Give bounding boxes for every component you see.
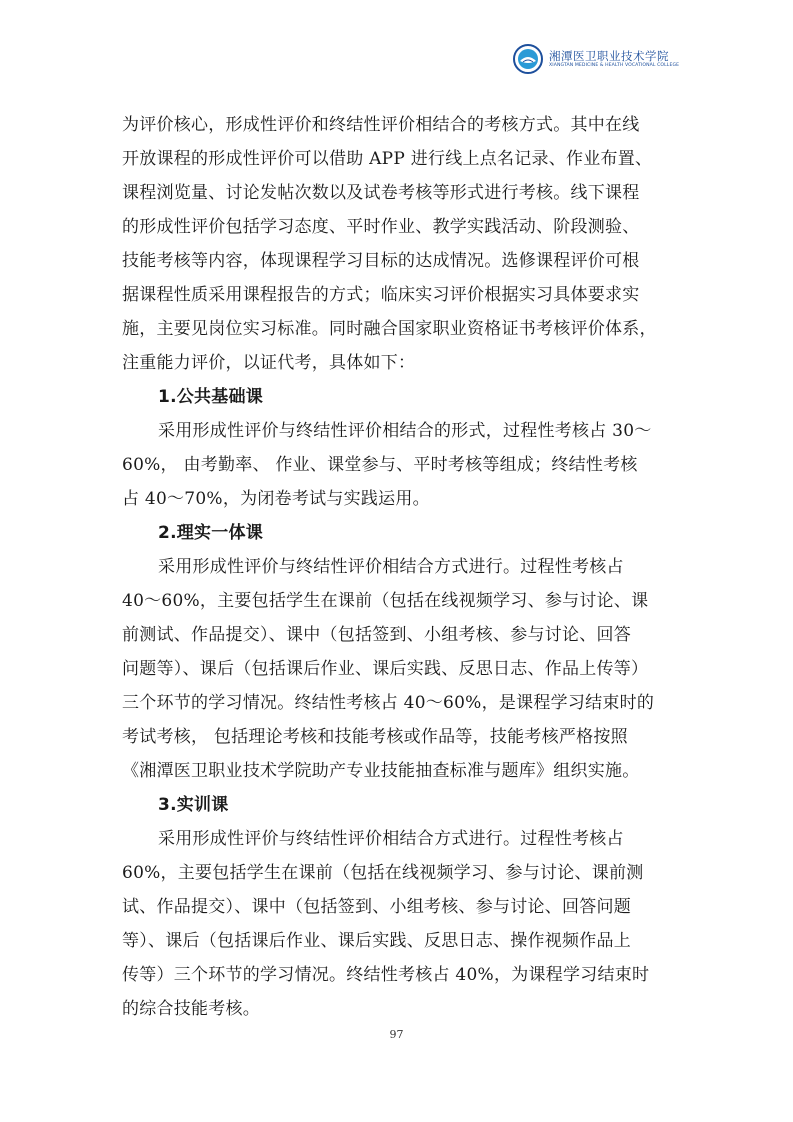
- paragraph-line: 60%， 由考勤率、 作业、课堂参与、平时考核等组成；终结性考核: [122, 455, 638, 475]
- paragraph-line: 等）、课后（包括课后作业、课后实践、反思日志、操作视频作品上: [122, 931, 631, 951]
- paragraph-line: 注重能力评价，以证代考，具体如下：: [122, 353, 416, 373]
- page-number: 97: [389, 1028, 404, 1041]
- paragraph-line: 问题等）、课后（包括课后作业、课后实践、反思日志、作品上传等）: [122, 659, 649, 679]
- college-name-en: XIANGTAN MEDICINE & HEALTH VOCATIONAL COLLEGE: [549, 63, 680, 68]
- intro-paragraph: [122, 108, 678, 380]
- paragraph-line: 前测试、作品提交）、课中（包括签到、小组考核、参与讨论、回答: [122, 625, 631, 645]
- document-body: [122, 108, 678, 1026]
- paragraph-line: 占 40～70%，为闭卷考试与实践运用。: [122, 489, 430, 509]
- paragraph-line: 课程浏览量、讨论发帖次数以及试卷考核等形式进行考核。线下课程: [122, 183, 640, 203]
- paragraph-line: 采用形成性评价与终结性评价相结合的形式，过程性考核占 30～: [158, 421, 652, 441]
- paragraph-line: 60%，主要包括学生在课前（包括在线视频学习、参与讨论、课前测: [122, 863, 644, 883]
- paragraph-line: 传等）三个环节的学习情况。终结性考核占 40%，为课程学习结束时: [122, 965, 650, 985]
- paragraph-line: 试、作品提交）、课中（包括签到、小组考核、参与讨论、回答问题: [122, 897, 631, 917]
- paragraph-line: 开放课程的形成性评价可以借助 APP 进行线上点名记录、作业布置、: [122, 149, 653, 169]
- section-heading: 1.公共基础课: [158, 387, 264, 407]
- paragraph-line: 技能考核等内容，体现课程学习目标的达成情况。选修课程评价可根: [122, 251, 640, 271]
- paragraph-line: 的综合技能考核。: [122, 999, 260, 1019]
- section-heading: 3.实训课: [158, 795, 229, 815]
- section-heading: 2.理实一体课: [158, 523, 264, 543]
- section-public-basic: [122, 380, 678, 516]
- college-header-logo: [513, 44, 679, 74]
- paragraph-line: 采用形成性评价与终结性评价相结合方式进行。过程性考核占: [158, 557, 624, 577]
- college-name: [549, 49, 679, 69]
- paragraph-line: 三个环节的学习情况。终结性考核占 40～60%，是课程学习结束时的: [122, 693, 655, 713]
- paragraph-line: 考试考核， 包括理论考核和技能考核或作品等，技能考核严格按照: [122, 727, 628, 747]
- paragraph-line: 为评价核心，形成性评价和终结性评价相结合的考核方式。其中在线: [122, 115, 640, 135]
- paragraph-line: 采用形成性评价与终结性评价相结合方式进行。过程性考核占: [158, 829, 624, 849]
- paragraph-line: 施，主要见岗位实习标准。同时融合国家职业资格证书考核评价体系，: [122, 319, 657, 339]
- section-training: [122, 788, 678, 1026]
- college-name-cn: 湘潭医卫职业技术学院: [549, 49, 669, 63]
- college-seal-icon: [513, 44, 543, 74]
- paragraph-line: 《湘潭医卫职业技术学院助产专业技能抽查标准与题库》组织实施。: [122, 761, 640, 781]
- paragraph-line: 40～60%，主要包括学生在课前（包括在线视频学习、参与讨论、课: [122, 591, 649, 611]
- section-theory-practice: [122, 516, 678, 788]
- paragraph-line: 的形成性评价包括学习态度、平时作业、教学实践活动、阶段测验、: [122, 217, 640, 237]
- paragraph-line: 据课程性质采用课程报告的方式；临床实习评价根据实习具体要求实: [122, 285, 640, 305]
